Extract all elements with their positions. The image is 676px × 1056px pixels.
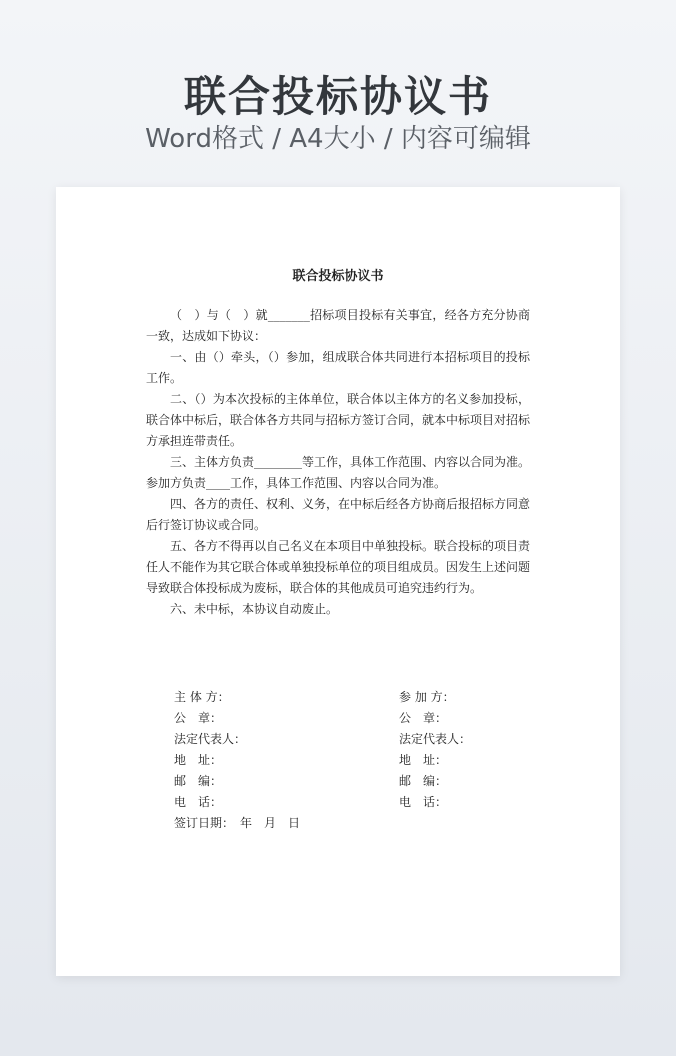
paragraph-6: 六、未中标，本协议自动废止。	[170, 602, 339, 616]
document-page	[56, 187, 620, 976]
signature-right-label: 电 话：	[399, 795, 448, 809]
signature-right-label: 公 章：	[399, 711, 448, 725]
signature-row	[174, 750, 504, 771]
signature-block	[174, 687, 504, 834]
signature-row	[174, 771, 504, 792]
signature-right-label: 参 加 方：	[399, 690, 455, 704]
signature-left-label: 法定代表人：	[174, 732, 247, 746]
paragraph-5: 五、各方不得再以自己名义在本项目中单独投标。联合投标的项目责任人不能作为其它联合体或单独投标单位的项目组成员。因发生上述问题导致联合体投标成为废标，联合体的其他成员可追究违约行为。	[146, 539, 531, 595]
signature-left-label: 邮 编：	[174, 774, 223, 788]
signature-right-label: 地 址：	[399, 753, 448, 767]
paragraph-intro: （ ）与（ ）就_______招标项目投标有关事宜，经各方充分协商一致，达成如下协议：	[146, 308, 530, 343]
document-title: 联合投标协议书	[292, 269, 384, 284]
signature-left-label: 电 话：	[174, 795, 223, 809]
signature-row	[174, 708, 504, 729]
paragraph-3: 三、主体方负责________等工作，具体工作范围、内容以合同为准。参加方负责____工作，具体工作范围、内容以合同为准。	[146, 455, 531, 490]
signature-right-label: 法定代表人：	[399, 732, 472, 746]
signature-date-row	[174, 813, 504, 834]
page-subtitle: Word格式 / A4大小 / 内容可编辑	[145, 124, 531, 154]
signature-left-label: 主 体 方：	[174, 690, 230, 704]
signature-left-label: 公 章：	[174, 711, 223, 725]
document-body	[146, 305, 530, 620]
paragraph-4: 四、各方的责任、权利、义务，在中标后经各方协商后报招标方同意后行签订协议或合同。	[146, 497, 531, 532]
paragraph-1: 一、由（）牵头，（）参加，组成联合体共同进行本招标项目的投标工作。	[146, 350, 530, 385]
page-title: 联合投标协议书	[183, 72, 492, 121]
signature-left-label: 地 址：	[174, 753, 223, 767]
paragraph-2: 二、（）为本次投标的主体单位，联合体以主体方的名义参加投标，联合体中标后，联合体各方共同与招标方签订合同，就本中标项目对招标方承担连带责任。	[146, 392, 531, 448]
signature-right-label: 邮 编：	[399, 774, 448, 788]
signature-row	[174, 687, 504, 708]
signature-row	[174, 729, 504, 750]
signing-date-label: 签订日期： 年 月 日	[174, 816, 301, 830]
signature-row	[174, 792, 504, 813]
